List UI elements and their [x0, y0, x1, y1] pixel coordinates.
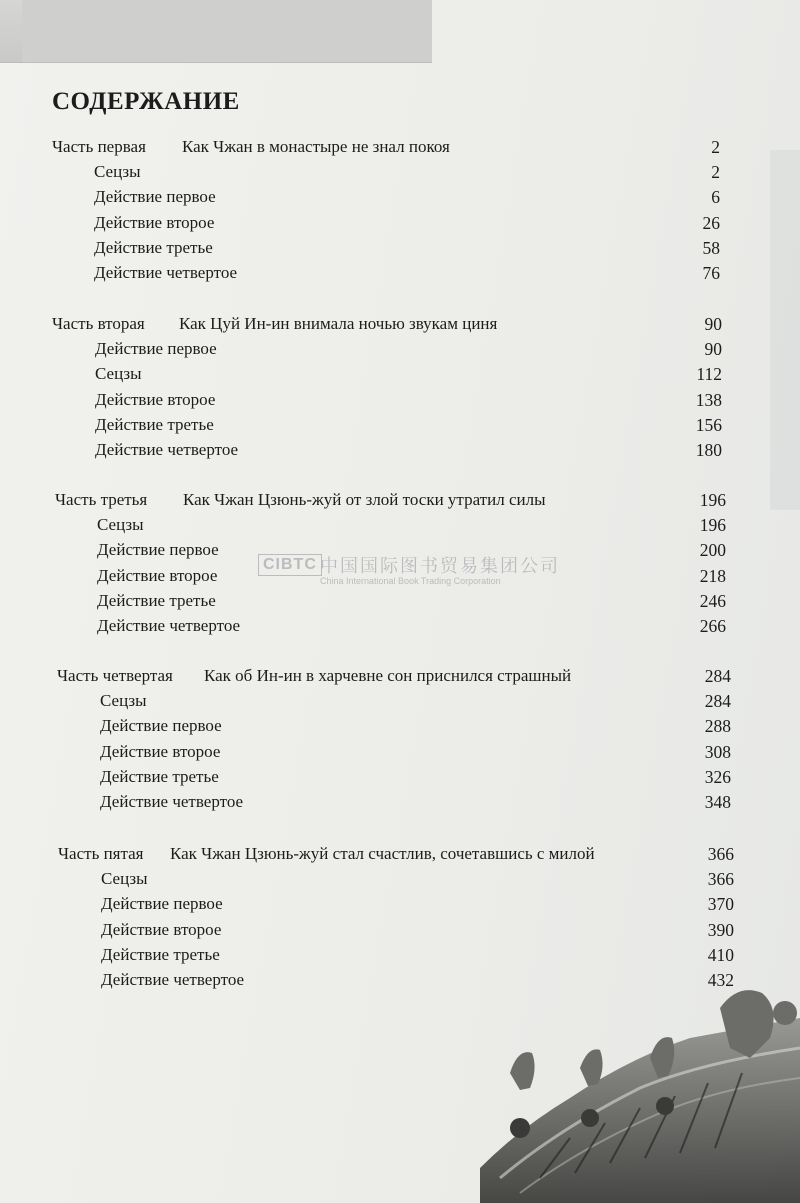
page-title: СОДЕРЖАНИЕ — [52, 88, 240, 115]
toc-page-number: 246 — [699, 590, 726, 611]
toc-entry-label: Часть третья — [55, 490, 148, 509]
toc-page-number: 390 — [707, 919, 734, 940]
toc-page-number: 370 — [707, 894, 734, 915]
toc-entry-label: Действие второе — [97, 565, 218, 585]
toc-entry-label: Сецзы — [100, 691, 147, 711]
toc-part-title: Как Цуй Ин-ин внимала ночью звукам циня — [179, 314, 498, 333]
roof-ornament-illustration — [480, 978, 800, 1203]
toc-entry-label: Часть первая — [52, 137, 146, 156]
toc-page-number: 218 — [699, 565, 726, 586]
toc-page-number: 138 — [695, 389, 722, 410]
toc-entry-label: Действие четвертое — [100, 792, 244, 811]
toc-page-number: 180 — [695, 440, 722, 460]
toc-page-number: 196 — [699, 515, 726, 536]
toc-entry-label: Сецзы — [101, 869, 148, 889]
toc-entry-label: Действие первое — [95, 339, 217, 359]
toc-entry-label: Действие третье — [94, 237, 213, 257]
toc-page-number: 432 — [707, 970, 734, 990]
toc-page-number: 26 — [702, 212, 720, 233]
toc-page-number: 2 — [711, 162, 720, 183]
toc-entry-label: Часть вторая — [52, 314, 145, 333]
toc-entry-label: Сецзы — [94, 162, 141, 182]
toc-page-number: 326 — [704, 766, 731, 787]
toc-entry-label: Действие первое — [94, 187, 216, 207]
toc-page-number: 90 — [704, 339, 722, 360]
toc-page-number: 288 — [704, 716, 731, 737]
watermark-logo: CIBTC — [258, 554, 322, 576]
toc-entry-label: Действие первое — [100, 716, 222, 736]
toc-entry-label: Действие второе — [94, 212, 215, 232]
toc-entry-label: Действие второе — [101, 919, 222, 939]
toc-page-number: 2 — [711, 137, 720, 157]
toc-entry-label: Действие четвертое — [94, 263, 238, 282]
toc-page-number: 112 — [696, 364, 722, 385]
toc-page-number: 366 — [707, 869, 734, 890]
toc-entry-label: Сецзы — [95, 364, 142, 384]
toc-entry-label: Действие третье — [95, 414, 214, 434]
toc-page-number: 200 — [699, 540, 726, 561]
watermark-chinese: 中国国际图书贸易集团公司 — [320, 556, 560, 576]
toc-page-number: 366 — [707, 844, 734, 864]
toc-entry-label: Действие второе — [95, 389, 216, 409]
watermark-english: China International Book Trading Corporation — [320, 576, 501, 586]
toc-page-number: 348 — [704, 792, 731, 812]
toc-entry-label: Часть четвертая — [57, 666, 173, 685]
toc-part-title: Как Чжан Цзюнь-жуй от злой тоски утратил силы — [183, 490, 546, 509]
toc-page-number: 6 — [711, 187, 720, 208]
toc-page-number: 410 — [707, 944, 734, 965]
toc-page-number: 284 — [704, 691, 731, 712]
toc-entry-label: Действие третье — [100, 766, 219, 786]
toc-part-title: Как Чжан Цзюнь-жуй стал счастлив, сочетавшись с милой — [170, 844, 595, 863]
toc-page-number: 156 — [695, 414, 722, 435]
toc-entry-label: Часть пятая — [58, 844, 144, 863]
toc-entry-label: Действие второе — [100, 741, 221, 761]
toc-entry-label: Действие третье — [101, 944, 220, 964]
toc-part-title: Как об Ин-ин в харчевне сон приснился страшный — [204, 666, 572, 685]
toc-page-number: 284 — [704, 666, 731, 686]
toc-page-number: 90 — [704, 314, 722, 334]
toc-entry-label: Действие первое — [101, 894, 223, 914]
toc-page-number: 196 — [699, 490, 726, 510]
toc-part-title: Как Чжан в монастыре не знал покоя — [182, 137, 450, 156]
toc-page-number: 266 — [699, 616, 726, 636]
toc-entry-label: Сецзы — [97, 515, 144, 535]
toc-entry-label: Действие четвертое — [95, 440, 239, 459]
toc-entry-label: Действие первое — [97, 540, 219, 560]
toc-page-number: 308 — [704, 741, 731, 762]
toc-entry-label: Действие третье — [97, 590, 216, 610]
toc-page-number: 76 — [702, 263, 720, 283]
toc-entry-label: Действие четвертое — [97, 616, 241, 635]
toc-entry-label: Действие четвертое — [101, 970, 245, 989]
toc-page-number: 58 — [702, 237, 720, 258]
